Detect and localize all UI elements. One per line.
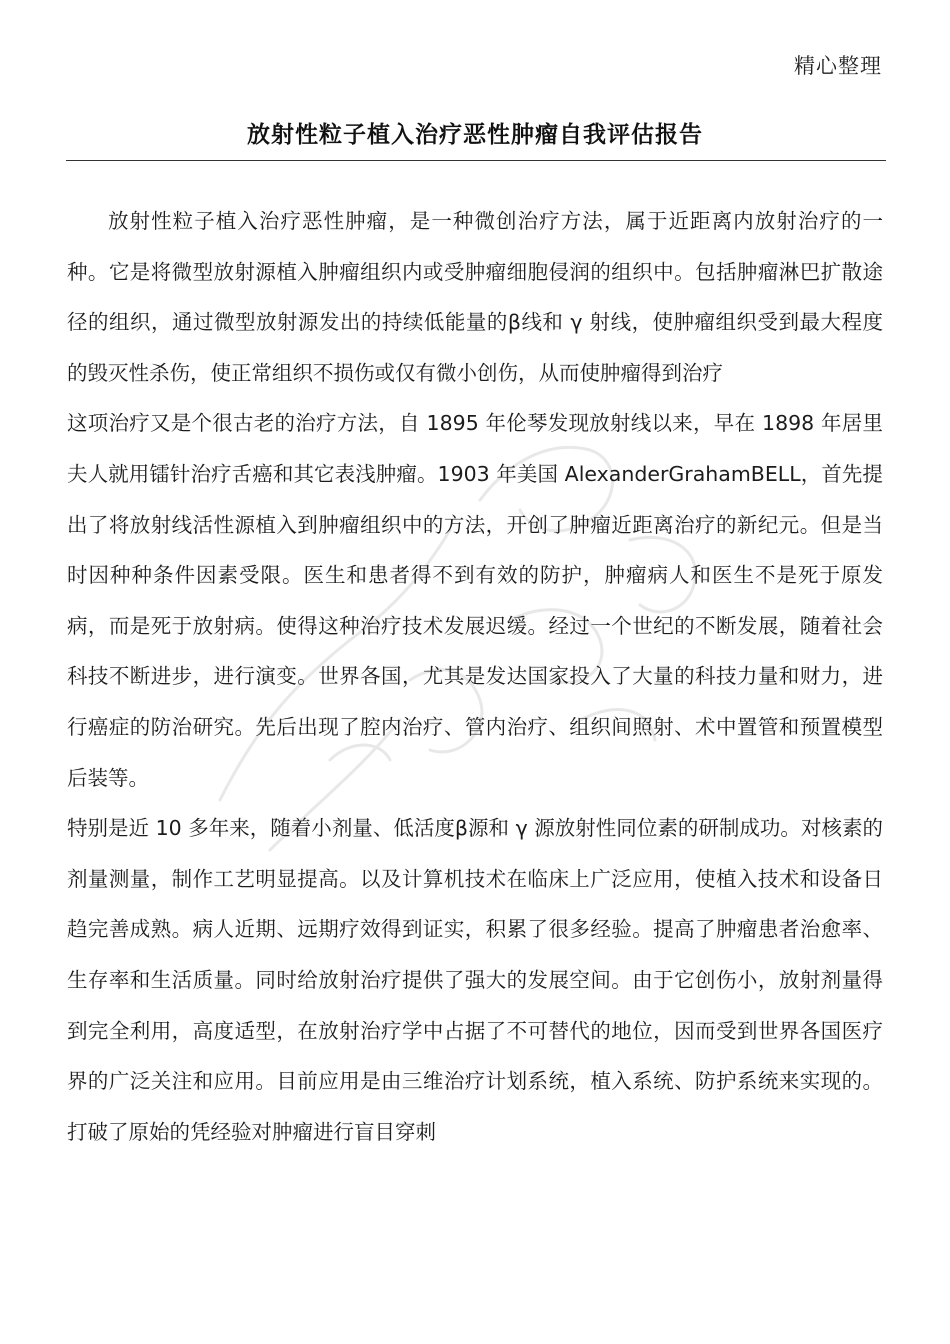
title-divider: [66, 160, 886, 161]
document-body: [67, 196, 883, 1157]
paragraph-3: 特别是近 10 多年来，随着小剂量、低活度β源和 γ 源放射性同位素的研制成功。对核素的剂量测量，制作工艺明显提高。以及计算机技术在临床上广泛应用，使植入技术和设备日趋完善成熟。病人近期、远期疗效得到证实，积累了很多经验。提高了肿瘤患者治愈率、生存率和生活质量。同时给放射治疗提供了强大的发展空间。由于它创伤小，放射剂量得到完全利用，高度适型，在放射治疗学中占据了不可替代的地位，因而受到世界各国医疗界的广泛关注和应用。目前应用是由三维治疗计划系统，植入系统、防护系统来实现的。打破了原始的凭经验对肿瘤进行盲目穿刺: [67, 816, 883, 1144]
document-title: 放射性粒子植入治疗恶性肿瘤自我评估报告: [247, 122, 703, 148]
paragraph-2: 这项治疗又是个很古老的治疗方法，自 1895 年伦琴发现放射线以来，早在 1898 年居里夫人就用镭针治疗舌癌和其它表浅肿瘤。1903 年美国 AlexanderGrahamBELL，首先提出了将放射线活性源植入到肿瘤组织中的方法，开创了肿瘤近距离治疗的新纪元。但是当时因种种条件因素受限。医生和患者得不到有效的防护，肿瘤病人和医生不是死于原发病，而是死于放射病。使得这种治疗技术发展迟缓。经过一个世纪的不断发展，随着社会科技不断进步，进行演变。世界各国，尤其是发达国家投入了大量的科技力量和财力，进行癌症的防治研究。先后出现了腔内治疗、管内治疗、组织间照射、术中置管和预置模型后装等。: [67, 411, 883, 790]
header-note: 精心整理: [794, 54, 882, 78]
paragraph-1: 放射性粒子植入治疗恶性肿瘤，是一种微创治疗方法，属于近距离内放射治疗的一种。它是将微型放射源植入肿瘤组织内或受肿瘤细胞侵润的组织中。包括肿瘤淋巴扩散途径的组织，通过微型放射源发出的持续低能量的β线和 γ 射线，使肿瘤组织受到最大程度的毁灭性杀伤，使正常组织不损伤或仅有微小创伤，从而使肿瘤得到治疗: [67, 209, 883, 385]
